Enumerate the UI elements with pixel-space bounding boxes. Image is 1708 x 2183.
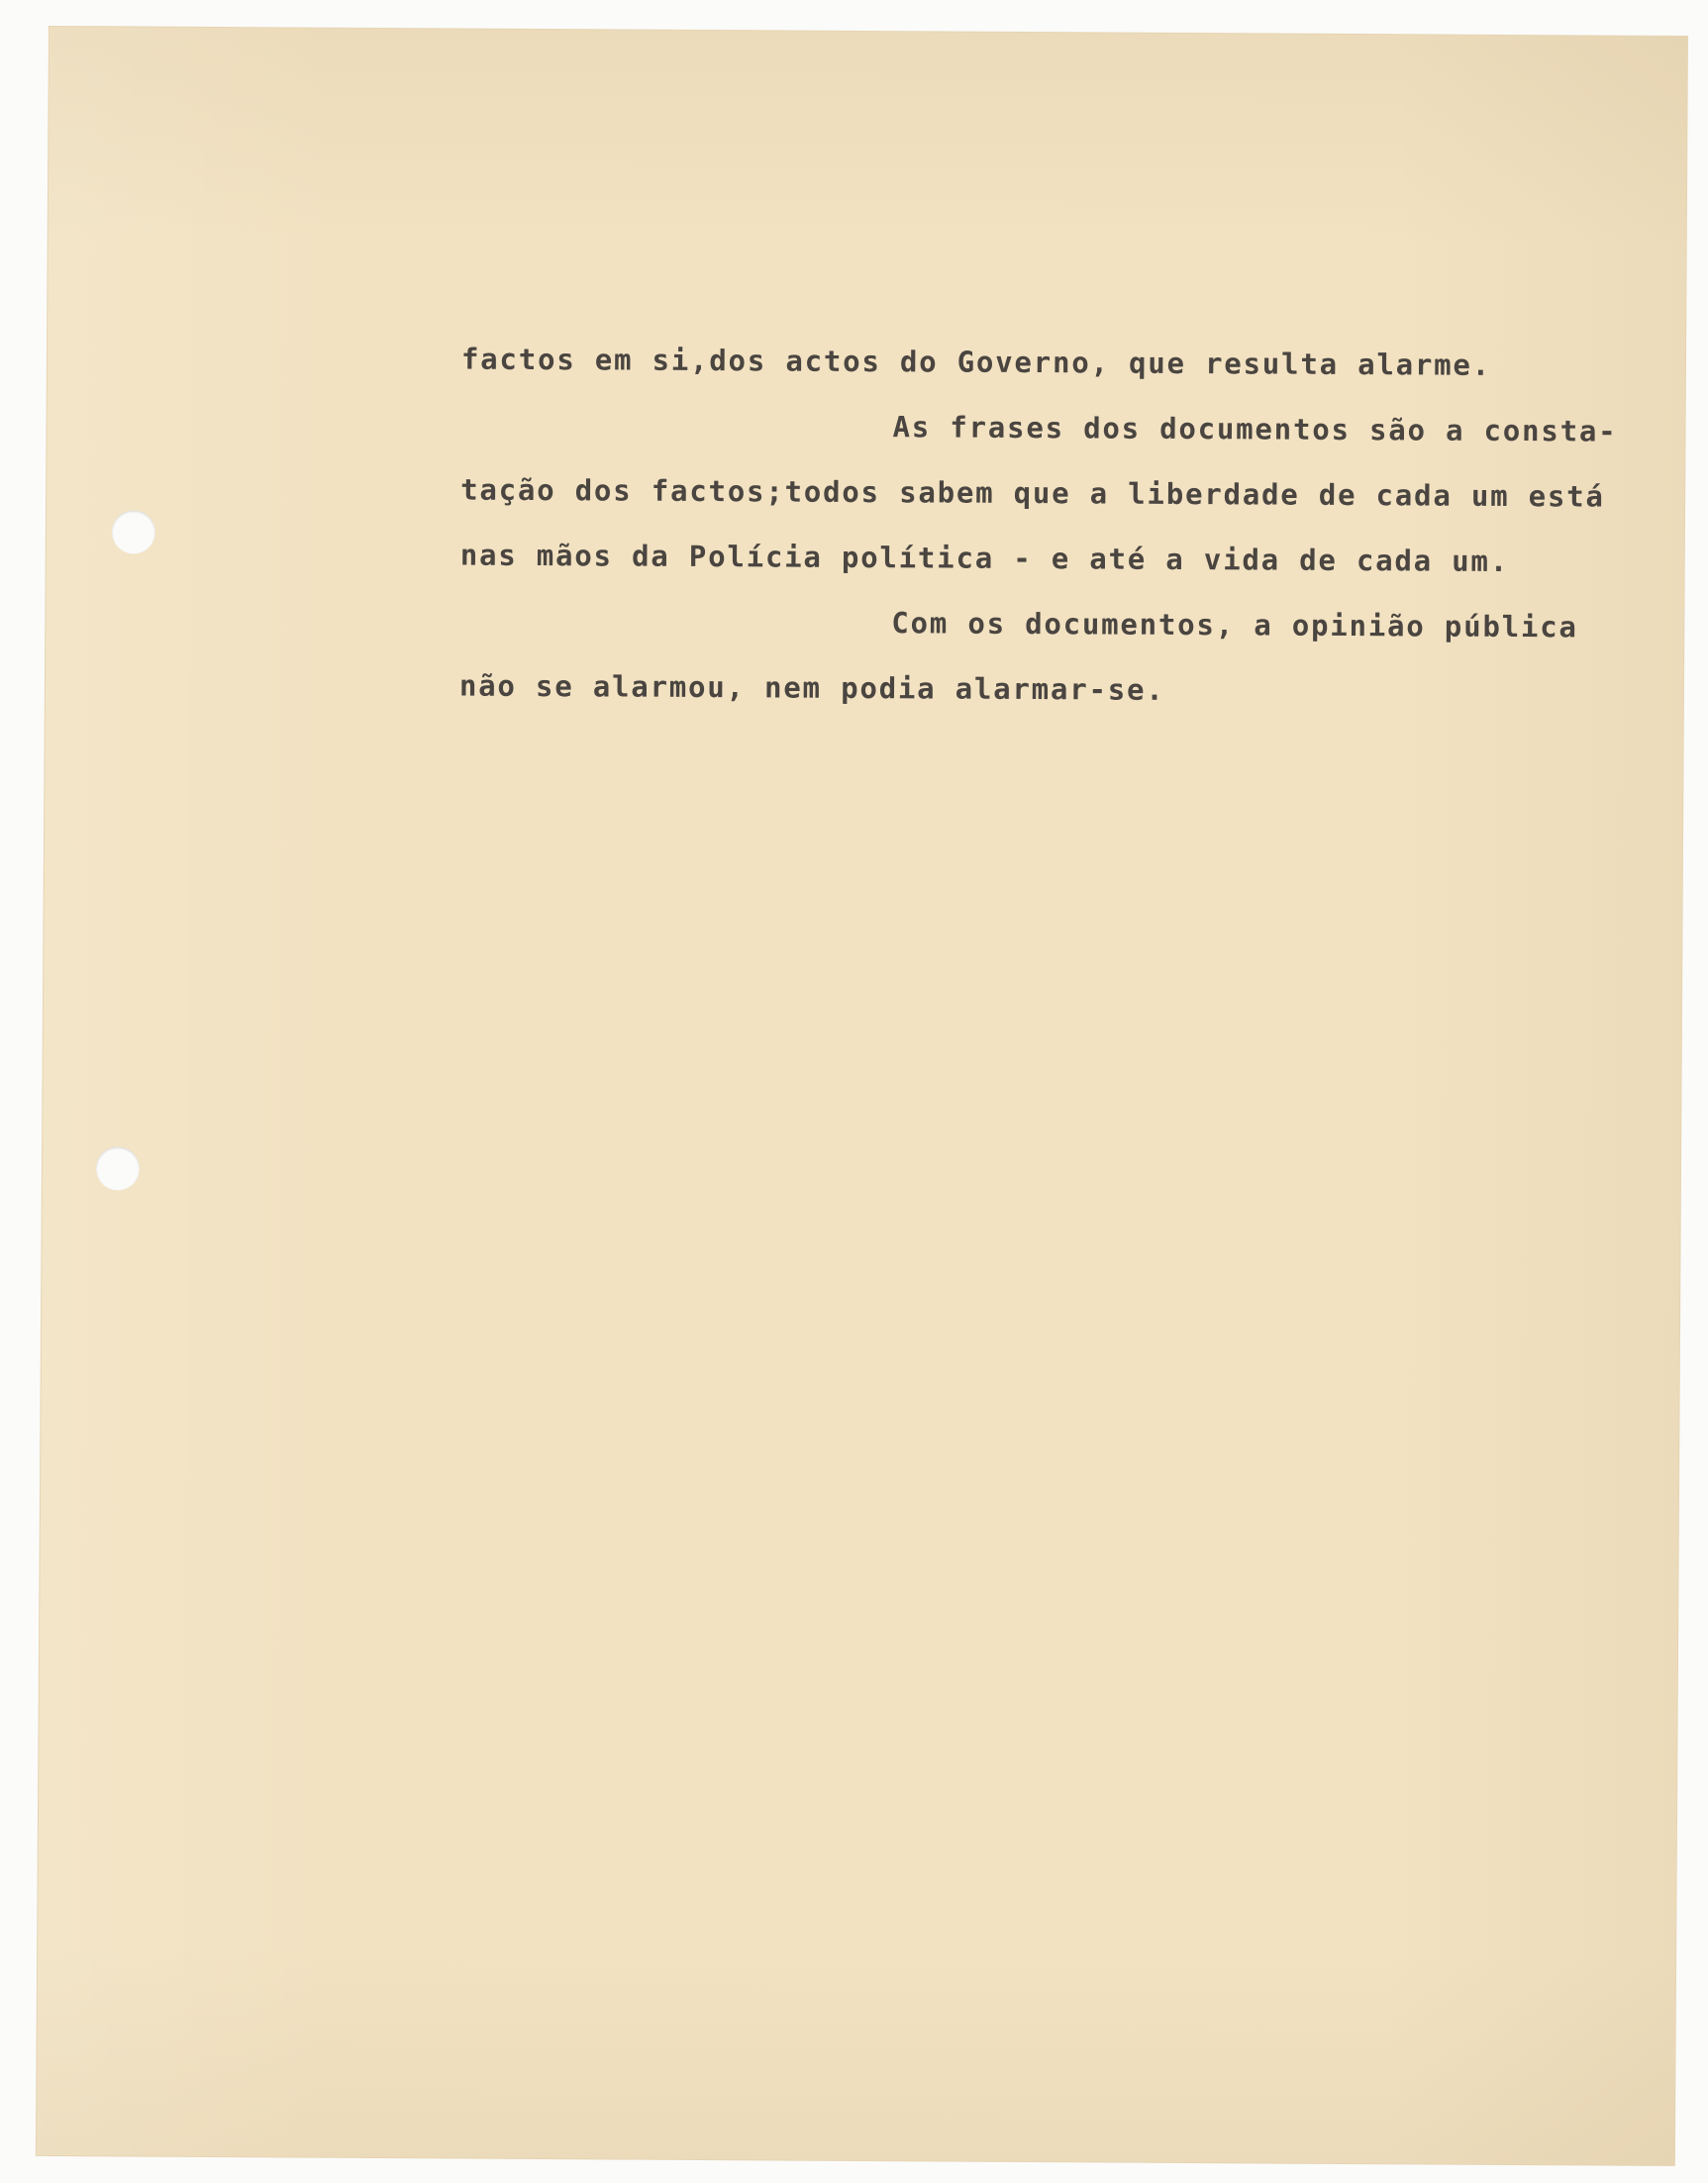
punch-hole-bottom (96, 1146, 140, 1190)
text-line-2: As frases dos documentos são a consta- (892, 410, 1618, 448)
text-line-5: Com os documentos, a opinião pública (891, 606, 1578, 645)
typewritten-page (37, 27, 1687, 2165)
text-line-3: tação dos factos;todos sabem que a liberdade de cada um está (460, 472, 1605, 514)
text-line-1: factos em si,dos actos do Governo, que resulta alarme. (460, 342, 1492, 382)
text-line-6: não se alarmou, nem podia alarmar-se. (458, 668, 1165, 707)
punch-hole-top (112, 510, 155, 553)
typed-text-block (459, 326, 1708, 726)
text-line-4: nas mãos da Polícia política - e até a vida de cada um. (459, 538, 1510, 578)
